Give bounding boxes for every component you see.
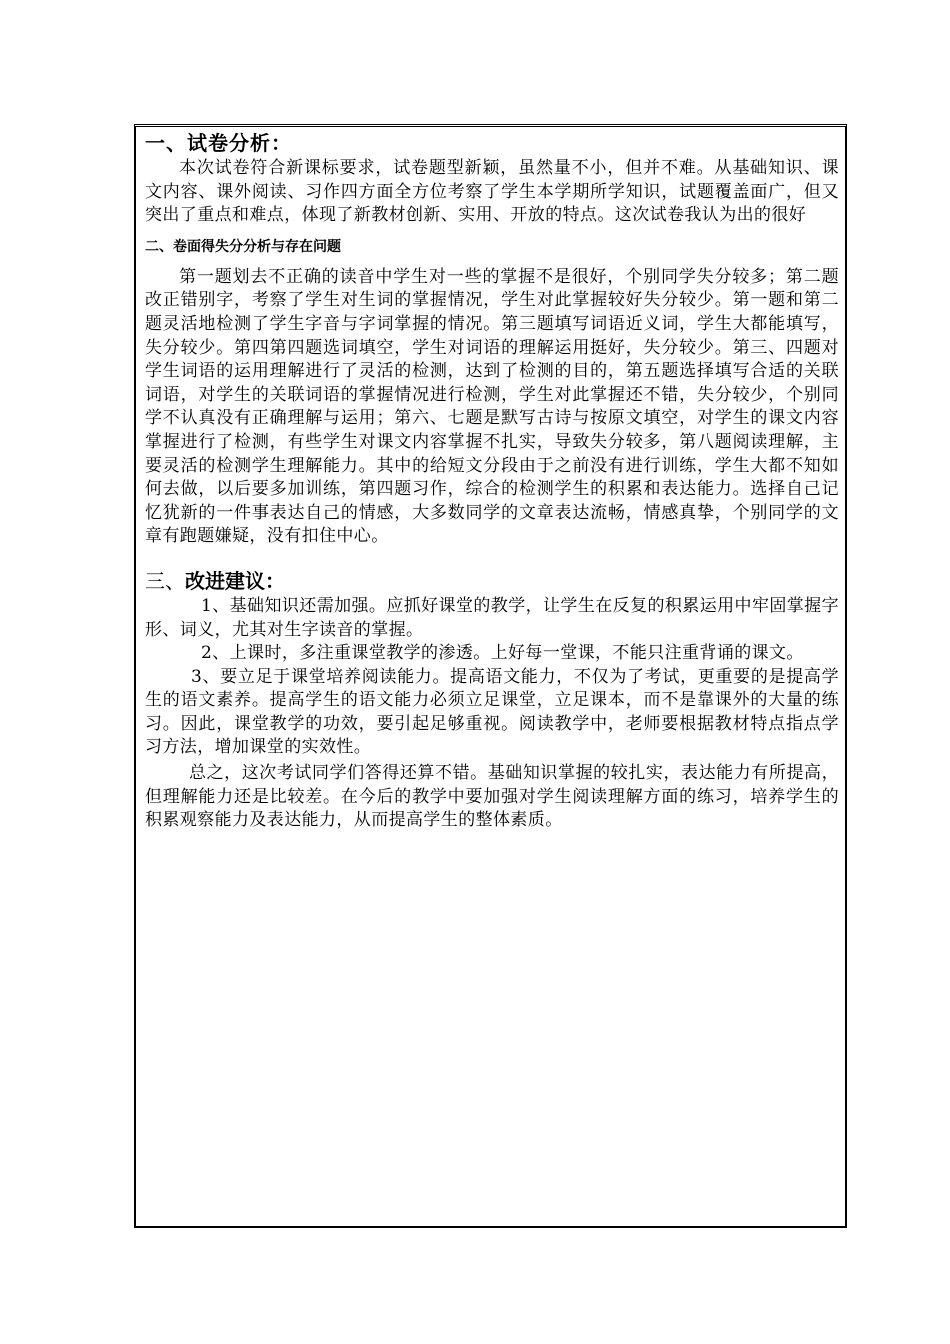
section-3-title <box>145 567 839 595</box>
section-1-title: 一、试卷分析： <box>145 131 292 155</box>
section-3-title-main: 改进建议： <box>185 568 285 593</box>
summary-paragraph: 总之，这次考试同学们答得还算不错。基础知识掌握的较扎实，表达能力有所提高，但理解能力还是比较差。在今后的教学中要加强对学生阅读理解方面的练习，培养学生的积累观察能力及表达能力，从而提高学生的整体素质。 <box>145 763 839 831</box>
document-content <box>145 129 839 833</box>
suggestion-item-2: 2、上课时，多注重课堂教学的渗透。上好每一堂课，不能只注重背诵的课文。 <box>201 643 804 664</box>
suggestion-item-3: 3、要立足于课堂培养阅读能力。提高语文能力，不仅为了考试，更重要的是提高学生的语文素养。提高学生的语文能力必须立足课堂，立足课本，而不是靠课外的大量的练习。因此，课堂教学的功效，要引起足够重视。阅读教学中，老师要根据教材特点指点学习方法，增加课堂的实效性。 <box>145 666 839 758</box>
section-2-paragraph: 第一题划去不正确的读音中学生对一些的掌握不是很好，个别同学失分较多；第二题改正错别字，考察了学生对生词的掌握情况，学生对此掌握较好失分较少。第一题和第二题灵活地检测了学生字音与字词掌握的情况。第三题填写词语近义词，学生大都能填写，失分较少。第四第四题选词填空，学生对词语的理解运用挺好，失分较少。第三、四题对学生词语的运用理解进行了灵活的检测，达到了检测的目的，第五题选择填写合适的关联词语，对学生的关联词语的掌握情况进行检测，学生对此掌握还不错，失分较少，个别同学不认真没有正确理解与运用；第六、七题是默写古诗与按原文填空，对学生的课文内容掌握进行了检测，有些学生对课文内容掌握不扎实，导致失分较多，第八题阅读理解，主要灵活的检测学生理解能力。其中的给短文分段由于之前没有进行训练，学生大都不知如何去做，以后要多加训练，第四题习作，综合的检测学生的积累和表达能力。选择自己记忆犹新的一件事表达自己的情感，大多数同学的文章表达流畅，情感真挚，个别同学的文章有跑题嫌疑，没有扣住中心。 <box>145 266 839 547</box>
document-frame <box>134 124 847 1228</box>
section-3-title-prefix: 三、 <box>145 568 185 593</box>
suggestion-item-1: 1、基础知识还需加强。应抓好课堂的教学，让学生在反复的积累运用中牢固掌握字形、词义，尤其对生字读音的掌握。 <box>145 595 839 640</box>
section-1-paragraph: 本次试卷符合新课标要求，试卷题型新颖，虽然量不小，但并不难。从基础知识、课文内容、课外阅读、习作四方面全方位考察了学生本学期所学知识，试题覆盖面广，但又突出了重点和难点，体现了新教材创新、实用、开放的特点。这次试卷我认为出的很好 <box>145 158 839 226</box>
section-2-title: 二、卷面得失分分析与存在问题 <box>145 238 341 255</box>
